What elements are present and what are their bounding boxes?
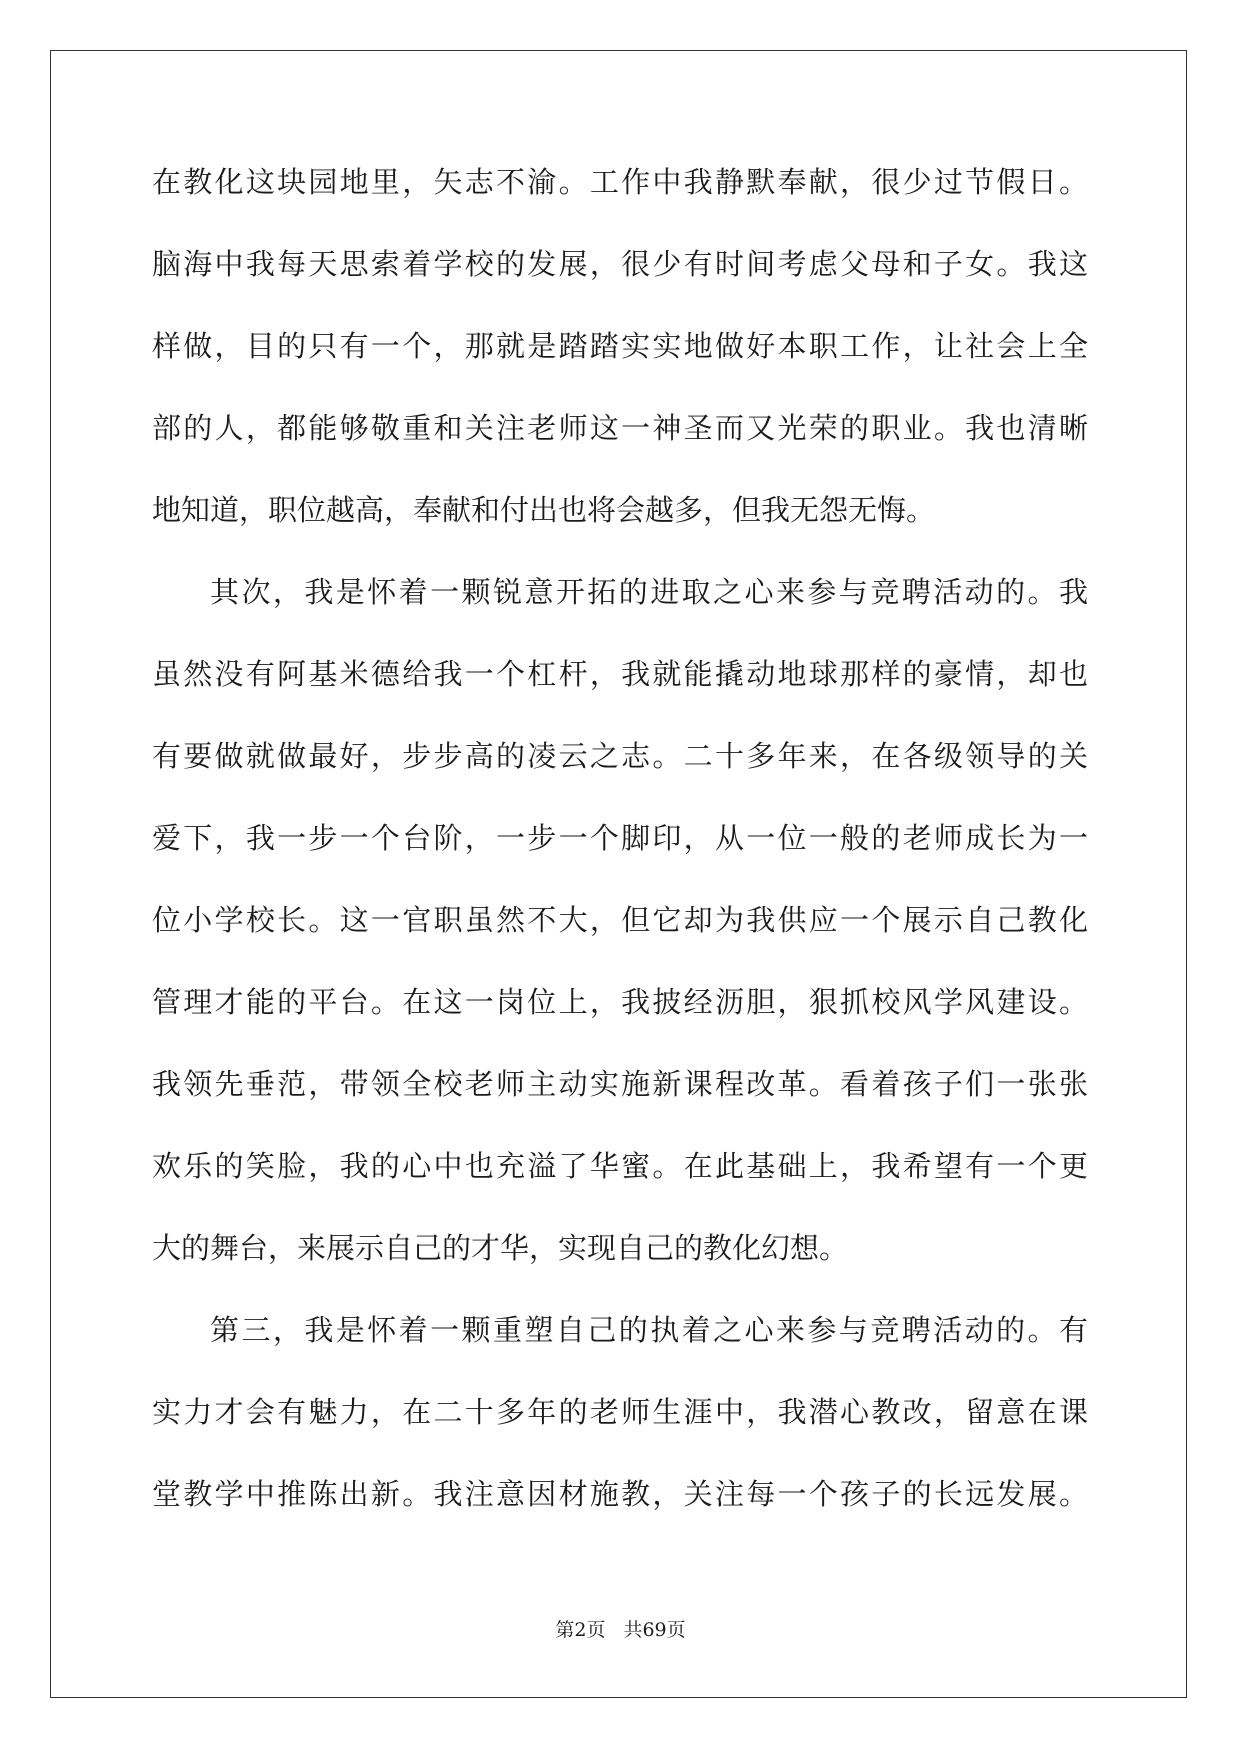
text-line: 第三，我是怀着一颗重塑自己的执着之心来参与竞聘活动的。有 [210,1313,1088,1347]
text-line: 在教化这块园地里，矢志不渝。工作中我静默奉献，很少过节假日。 [152,165,1088,199]
text-line: 欢乐的笑脸，我的心中也充溢了华蜜。在此基础上，我希望有一个更 [152,1149,1088,1183]
text-line: 实力才会有魅力，在二十多年的老师生涯中，我潜心教改，留意在课 [152,1395,1088,1429]
text-line: 部的人，都能够敬重和关注老师这一神圣而又光荣的职业。我也清晰 [152,411,1088,445]
text-line: 虽然没有阿基米德给我一个杠杆，我就能撬动地球那样的豪情，却也 [152,657,1088,691]
page-number: 第2页 [555,1619,606,1641]
text-line: 样做，目的只有一个，那就是踏踏实实地做好本职工作，让社会上全 [152,329,1088,363]
text-line: 我领先垂范，带领全校老师主动实施新课程改革。看着孩子们一张张 [152,1067,1088,1101]
text-line: 地知道，职位越高，奉献和付出也将会越多，但我无怨无悔。 [152,493,936,527]
text-line: 大的舞台，来展示自己的才华，实现自己的教化幻想。 [152,1231,849,1265]
page-total: 共69页 [623,1619,686,1641]
page-footer [0,1618,1241,1642]
text-line: 位小学校长。这一官职虽然不大，但它却为我供应一个展示自己教化 [152,903,1088,937]
text-line: 其次，我是怀着一颗锐意开拓的进取之心来参与竞聘活动的。我 [210,575,1088,609]
text-line: 脑海中我每天思索着学校的发展，很少有时间考虑父母和子女。我这 [152,247,1088,281]
text-line: 有要做就做最好，步步高的凌云之志。二十多年来，在各级领导的关 [152,739,1088,773]
text-line: 爱下，我一步一个台阶，一步一个脚印，从一位一般的老师成长为一 [152,821,1088,855]
text-line: 堂教学中推陈出新。我注意因材施教，关注每一个孩子的长远发展。 [152,1477,1088,1511]
text-line: 管理才能的平台。在这一岗位上，我披经沥胆，狠抓校风学风建设。 [152,985,1088,1019]
document-body [152,152,1088,1546]
